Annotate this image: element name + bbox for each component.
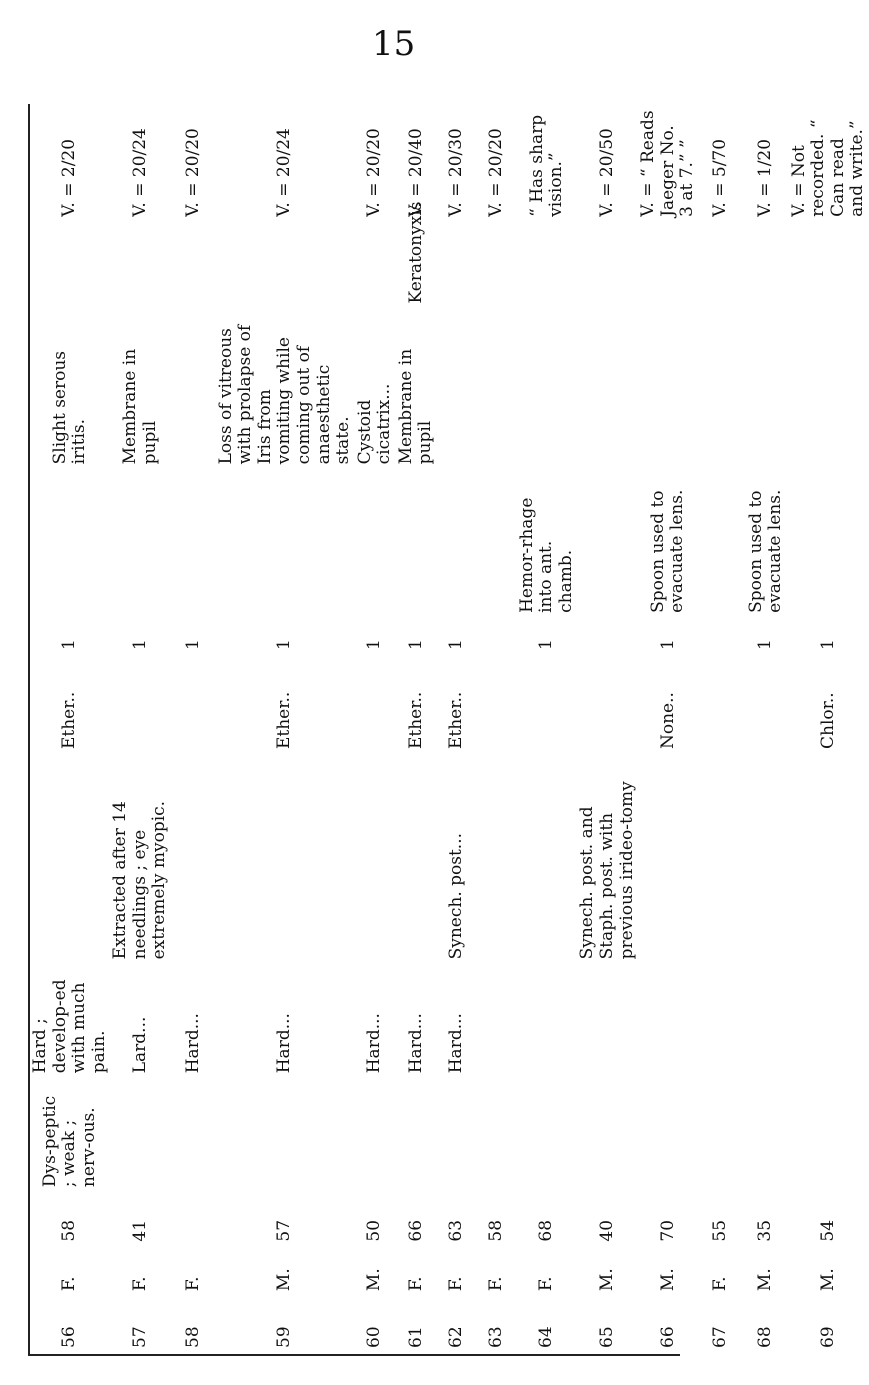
anaesthetic-cell bbox=[110, 656, 171, 755]
complications-cell: Extracted after 14 needlings ; eye extremely myopic. bbox=[110, 800, 170, 960]
cataract-type-cell: Hard ; develop-ed with much pain. bbox=[30, 979, 109, 1074]
cataract-type-cell: Lard... bbox=[129, 1016, 150, 1074]
result-cell bbox=[437, 310, 477, 471]
anaesthetic-cell bbox=[744, 656, 789, 755]
sex-cell: M. bbox=[755, 1268, 776, 1292]
operative-events-cell bbox=[477, 470, 517, 619]
sex-cell: F. bbox=[182, 1276, 203, 1292]
case-row bbox=[30, 104, 110, 1354]
case-number-cell: 66 bbox=[657, 1326, 678, 1348]
operation-count-cell: 1 bbox=[405, 639, 426, 651]
result-cell: Loss of vitreous with prolapse of Iris from vomiting while coming out of anaesthetic state. bbox=[215, 324, 354, 465]
age-cell: 54 bbox=[818, 1219, 839, 1242]
general-health-cell bbox=[744, 1079, 789, 1193]
operation-count-cell: 1 bbox=[818, 639, 839, 651]
sex-cell: F. bbox=[405, 1276, 426, 1292]
result-note-cell bbox=[517, 223, 578, 310]
result-cell: Membrane in pupil bbox=[119, 348, 160, 465]
case-number-cell: 57 bbox=[129, 1326, 150, 1348]
case-number-cell: 69 bbox=[818, 1326, 839, 1348]
complications-cell: Synech. post... bbox=[446, 832, 467, 960]
cataract-type-cell bbox=[789, 965, 869, 1079]
operative-events-cell bbox=[699, 470, 744, 619]
anaesthetic-cell bbox=[699, 656, 744, 755]
operative-events-cell: Spoon used to evacuate lens. bbox=[745, 489, 786, 613]
complications-cell bbox=[744, 755, 789, 965]
case-row bbox=[577, 104, 638, 1354]
operation-count-cell: 1 bbox=[755, 639, 776, 651]
sex-cell: M. bbox=[364, 1268, 385, 1292]
sex-cell: F. bbox=[536, 1276, 557, 1292]
sex-cell: M. bbox=[597, 1268, 618, 1292]
sex-cell: F. bbox=[710, 1276, 731, 1292]
case-row bbox=[789, 104, 869, 1354]
operative-events-cell: Hemor-rhage into ant. chamb. bbox=[516, 497, 576, 613]
sex-cell: M. bbox=[818, 1268, 839, 1292]
vision-cell: V. = 20/24 bbox=[274, 128, 295, 217]
case-row bbox=[699, 104, 744, 1354]
cataract-type-cell bbox=[477, 965, 517, 1079]
result-note-cell bbox=[699, 223, 744, 310]
operative-events-cell bbox=[355, 470, 396, 619]
age-cell: 63 bbox=[446, 1219, 467, 1242]
general-health-cell bbox=[216, 1079, 355, 1193]
operation-count-cell: 1 bbox=[657, 639, 678, 651]
case-number-cell: 63 bbox=[486, 1326, 507, 1348]
cataract-type-cell: Hard... bbox=[364, 1013, 385, 1074]
vision-cell: V. = 1/20 bbox=[755, 138, 776, 217]
case-row bbox=[110, 104, 171, 1354]
age-cell: 40 bbox=[597, 1219, 618, 1242]
case-number-cell: 56 bbox=[59, 1326, 80, 1348]
anaesthetic-cell: Chlor.. bbox=[818, 692, 839, 750]
general-health-cell bbox=[355, 1079, 396, 1193]
age-cell: 55 bbox=[710, 1219, 731, 1242]
result-note-cell bbox=[638, 223, 699, 310]
case-row bbox=[517, 104, 578, 1354]
vision-cell: V. = 20/20 bbox=[364, 128, 385, 217]
result-note-cell bbox=[577, 223, 638, 310]
case-row bbox=[744, 104, 789, 1354]
result-cell: Slight serous iritis. bbox=[49, 350, 90, 465]
cataract-type-cell: Hard... bbox=[446, 1013, 467, 1074]
operation-count-cell bbox=[477, 619, 517, 656]
complications-cell bbox=[517, 755, 578, 965]
general-health-cell bbox=[477, 1079, 517, 1193]
general-health-cell bbox=[577, 1079, 638, 1193]
result-cell: Cystoid cicatrix... bbox=[354, 383, 395, 465]
anaesthetic-cell bbox=[355, 656, 396, 755]
case-number-cell: 62 bbox=[446, 1326, 467, 1348]
result-note-cell bbox=[216, 223, 355, 310]
general-health-cell bbox=[789, 1079, 869, 1193]
vision-cell: V. = “ Reads Jaeger No. 3 at 7.” ” bbox=[638, 110, 698, 217]
operative-events-cell bbox=[396, 470, 437, 619]
operation-count-cell: 1 bbox=[364, 639, 385, 651]
cataract-type-cell bbox=[517, 965, 578, 1079]
cataract-type-cell bbox=[744, 965, 789, 1079]
case-table bbox=[30, 104, 869, 1354]
general-health-cell bbox=[110, 1079, 171, 1193]
vision-cell: V. = 20/20 bbox=[486, 128, 507, 217]
anaesthetic-cell bbox=[171, 656, 216, 755]
general-health-cell bbox=[517, 1079, 578, 1193]
cataract-type-cell bbox=[577, 965, 638, 1079]
complications-cell bbox=[477, 755, 517, 965]
case-row bbox=[477, 104, 517, 1354]
case-row bbox=[216, 104, 355, 1354]
result-note-cell bbox=[744, 223, 789, 310]
anaesthetic-cell bbox=[577, 656, 638, 755]
operation-count-cell: 1 bbox=[274, 639, 295, 651]
anaesthetic-cell: None.. bbox=[657, 692, 678, 750]
case-row bbox=[437, 104, 477, 1354]
case-number-cell: 58 bbox=[182, 1326, 203, 1348]
operative-events-cell bbox=[577, 470, 638, 619]
complications-cell bbox=[396, 755, 437, 965]
result-cell bbox=[577, 310, 638, 471]
case-number-cell: 67 bbox=[710, 1326, 731, 1348]
complications-cell bbox=[638, 755, 699, 965]
result-cell bbox=[699, 310, 744, 471]
case-row bbox=[396, 104, 437, 1354]
case-row bbox=[171, 104, 216, 1354]
general-health-cell bbox=[437, 1079, 477, 1193]
age-cell: 41 bbox=[129, 1219, 150, 1242]
page-number: 15 bbox=[372, 24, 416, 64]
operative-events-cell bbox=[110, 470, 171, 619]
general-health-cell: Dys-peptic ; weak ; nerv-ous. bbox=[39, 1095, 99, 1188]
vision-cell: V. = 5/70 bbox=[710, 138, 731, 217]
case-number-cell: 64 bbox=[536, 1326, 557, 1348]
case-rows bbox=[30, 104, 869, 1354]
vision-cell: V. = 20/24 bbox=[129, 128, 150, 217]
result-note-cell bbox=[171, 223, 216, 310]
case-row bbox=[355, 104, 396, 1354]
case-row bbox=[638, 104, 699, 1354]
vision-cell: “ Has sharp vision.” bbox=[526, 114, 567, 217]
anaesthetic-cell: Ether.. bbox=[446, 691, 467, 750]
age-cell: 58 bbox=[59, 1219, 80, 1242]
cataract-type-cell: Hard... bbox=[274, 1013, 295, 1074]
result-note-cell: Keratonyxis bbox=[405, 201, 426, 304]
general-health-cell bbox=[396, 1079, 437, 1193]
result-note-cell bbox=[477, 223, 517, 310]
age-cell bbox=[171, 1193, 216, 1247]
result-note-cell bbox=[355, 223, 396, 310]
result-cell: Membrane in pupil bbox=[395, 348, 436, 465]
vision-cell: V. = 20/40 bbox=[405, 128, 426, 217]
sex-cell: M. bbox=[657, 1268, 678, 1292]
age-cell: 58 bbox=[486, 1219, 507, 1242]
anaesthetic-cell: Ether.. bbox=[59, 691, 80, 750]
cataract-case-table bbox=[30, 104, 868, 1354]
vision-cell: V. = 20/30 bbox=[446, 128, 467, 217]
case-table-frame bbox=[28, 104, 868, 1356]
result-cell bbox=[171, 310, 216, 471]
complications-cell bbox=[699, 755, 744, 965]
result-cell bbox=[789, 310, 869, 471]
operative-events-cell bbox=[216, 470, 355, 619]
result-cell bbox=[517, 310, 578, 471]
cataract-type-cell bbox=[638, 965, 699, 1079]
operation-count-cell: 1 bbox=[129, 639, 150, 651]
complications-cell bbox=[171, 755, 216, 965]
age-cell: 70 bbox=[657, 1219, 678, 1242]
result-note-cell bbox=[437, 223, 477, 310]
anaesthetic-cell bbox=[477, 656, 517, 755]
anaesthetic-cell: Ether.. bbox=[274, 691, 295, 750]
vision-cell: V. = 20/20 bbox=[182, 128, 203, 217]
general-health-cell bbox=[638, 1079, 699, 1193]
case-number-cell: 59 bbox=[274, 1326, 295, 1348]
operative-events-cell bbox=[171, 470, 216, 619]
general-health-cell bbox=[171, 1079, 216, 1193]
result-cell bbox=[744, 310, 789, 471]
anaesthetic-cell bbox=[517, 656, 578, 755]
operation-count-cell: 1 bbox=[182, 639, 203, 651]
result-note-cell bbox=[110, 223, 171, 310]
operative-events-cell bbox=[437, 470, 477, 619]
cataract-type-cell: Hard... bbox=[182, 1013, 203, 1074]
complications-cell bbox=[30, 755, 110, 965]
age-cell: 35 bbox=[755, 1219, 776, 1242]
complications-cell bbox=[789, 755, 869, 965]
age-cell: 68 bbox=[536, 1219, 557, 1242]
age-cell: 57 bbox=[274, 1219, 295, 1242]
complications-cell bbox=[355, 755, 396, 965]
result-note-cell bbox=[789, 223, 869, 310]
operative-events-cell bbox=[30, 470, 110, 619]
sex-cell: M. bbox=[274, 1268, 295, 1292]
result-cell bbox=[477, 310, 517, 471]
vision-cell: V. = 20/50 bbox=[597, 128, 618, 217]
operation-count-cell bbox=[577, 619, 638, 656]
anaesthetic-cell: Ether.. bbox=[405, 691, 426, 750]
cataract-type-cell: Hard... bbox=[405, 1013, 426, 1074]
operation-count-cell: 1 bbox=[446, 639, 467, 651]
case-number-cell: 60 bbox=[364, 1326, 385, 1348]
complications-cell bbox=[216, 755, 355, 965]
age-cell: 66 bbox=[405, 1219, 426, 1242]
sex-cell: F. bbox=[486, 1276, 507, 1292]
result-note-cell bbox=[30, 223, 110, 310]
sex-cell: F. bbox=[446, 1276, 467, 1292]
operation-count-cell bbox=[699, 619, 744, 656]
operative-events-cell: Spoon used to evacuate lens. bbox=[647, 489, 688, 613]
sex-cell: F. bbox=[59, 1276, 80, 1292]
case-number-cell: 65 bbox=[597, 1326, 618, 1348]
vision-cell: V. = 2/20 bbox=[59, 138, 80, 217]
case-number-cell: 68 bbox=[755, 1326, 776, 1348]
operation-count-cell: 1 bbox=[59, 639, 80, 651]
sex-cell: F. bbox=[129, 1276, 150, 1292]
operative-events-cell bbox=[789, 470, 869, 619]
age-cell: 50 bbox=[364, 1219, 385, 1242]
operation-count-cell: 1 bbox=[536, 639, 557, 651]
general-health-cell bbox=[699, 1079, 744, 1193]
complications-cell: Synech. post. and Staph. post. with previous irideo-tomy bbox=[577, 781, 637, 960]
cataract-type-cell bbox=[699, 965, 744, 1079]
vision-cell: V. = Not recorded. “ Can read and write.” bbox=[788, 119, 868, 217]
case-number-cell: 61 bbox=[405, 1326, 426, 1348]
result-cell bbox=[638, 310, 699, 471]
